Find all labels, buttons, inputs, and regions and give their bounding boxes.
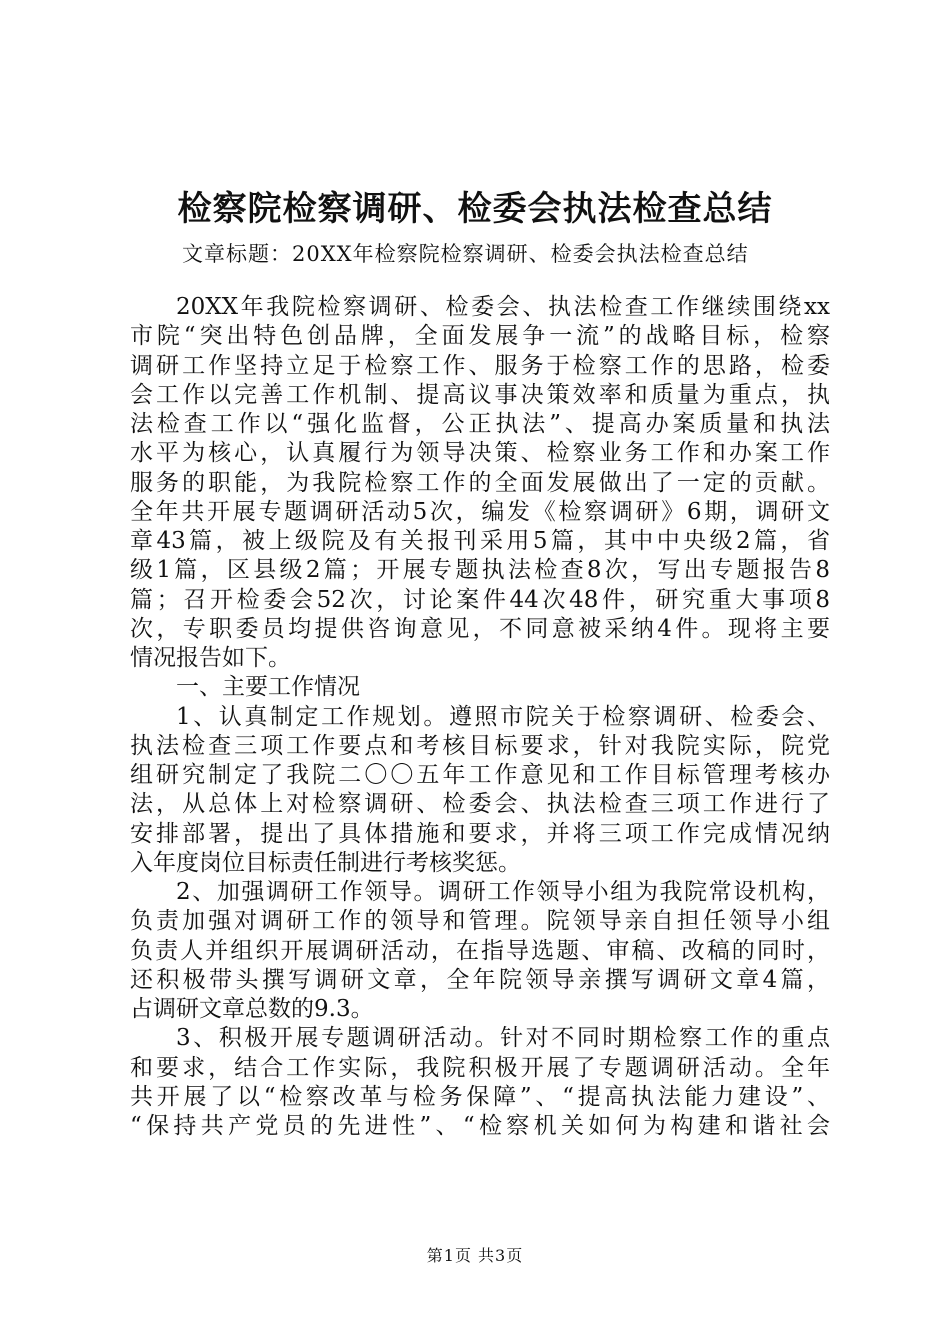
- body-line: 1、认真制定工作规划。遵照市院关于检察调研、检委会、: [176, 703, 830, 730]
- body-line: 还积极带头撰写调研文章，全年院领导亲撰写调研文章4篇，: [130, 966, 830, 993]
- body-line: 负责人并组织开展调研活动，在指导选题、审稿、改稿的同时，: [130, 937, 830, 964]
- body-line: 3、积极开展专题调研活动。针对不同时期检察工作的重点: [176, 1025, 830, 1052]
- body-line: 法检查工作以“强化监督，公正执法”、提高办案质量和执法: [130, 411, 830, 437]
- body-line: 占调研文章总数的9.3。: [130, 996, 374, 1022]
- body-line: 市院“突出特色创品牌，全面发展争一流”的战略目标，检察: [130, 323, 830, 350]
- body-line: 调研工作坚持立足于检察工作、服务于检察工作的思路，检委: [130, 352, 830, 379]
- body-line: 水平为核心，认真履行为领导决策、检察业务工作和办案工作: [130, 440, 830, 467]
- body-line: 2、加强调研工作领导。调研工作领导小组为我院常设机构，: [176, 879, 830, 905]
- body-line: 和要求，结合工作实际，我院积极开展了专题调研活动。全年: [130, 1054, 830, 1081]
- body-line: 法，从总体上对检察调研、检委会、执法检查三项工作进行了: [130, 791, 830, 818]
- body-line: 次，专职委员均提供咨询意见，不同意被采纳4件。现将主要: [130, 615, 830, 642]
- body-line: 20XX年我院检察调研、检委会、执法检查工作继续围绕xx: [176, 294, 830, 320]
- body-line: 入年度岗位目标责任制进行考核奖惩。: [130, 849, 521, 876]
- body-line: 级1篇，区县级2篇；开展专题执法检查8次，写出专题报告8: [130, 557, 830, 584]
- document-title: 检察院检察调研、检委会执法检查总结: [177, 189, 773, 229]
- body-line: 篇；召开检委会52次，讨论案件44次48件，研究重大事项8: [130, 586, 830, 613]
- document-subtitle: 文章标题：20XX年检察院检察调研、检委会执法检查总结: [182, 242, 749, 266]
- body-line: 全年共开展专题调研活动5次，编发《检察调研》6期，调研文: [130, 498, 830, 525]
- body-line: 负责加强对调研工作的领导和管理。院领导亲自担任领导小组: [130, 908, 830, 935]
- body-line: 章43篇，被上级院及有关报刊采用5篇，其中中央级2篇，省: [130, 528, 830, 554]
- body-line: 共开展了以“检察改革与检务保障”、“提高执法能力建设”、: [130, 1083, 830, 1110]
- body-line: 组研究制定了我院二〇〇五年工作意见和工作目标管理考核办: [130, 762, 830, 788]
- body-line: 情况报告如下。: [130, 645, 291, 671]
- body-line: 会工作以完善工作机制、提高议事决策效率和质量为重点，执: [130, 381, 830, 408]
- body-line: “保持共产党员的先进性”、“检察机关如何为构建和谐社会: [130, 1113, 830, 1139]
- body-line: 服务的职能，为我院检察工作的全面发展做出了一定的贡献。: [130, 469, 830, 496]
- page-footer: 第1页 共3页: [426, 1246, 524, 1265]
- body-line: 安排部署，提出了具体措施和要求，并将三项工作完成情况纳: [130, 820, 830, 847]
- body-line: 执法检查三项工作要点和考核目标要求，针对我院实际，院党: [130, 732, 830, 759]
- document-body: [130, 293, 830, 1141]
- body-line: 一、主要工作情况: [176, 674, 360, 701]
